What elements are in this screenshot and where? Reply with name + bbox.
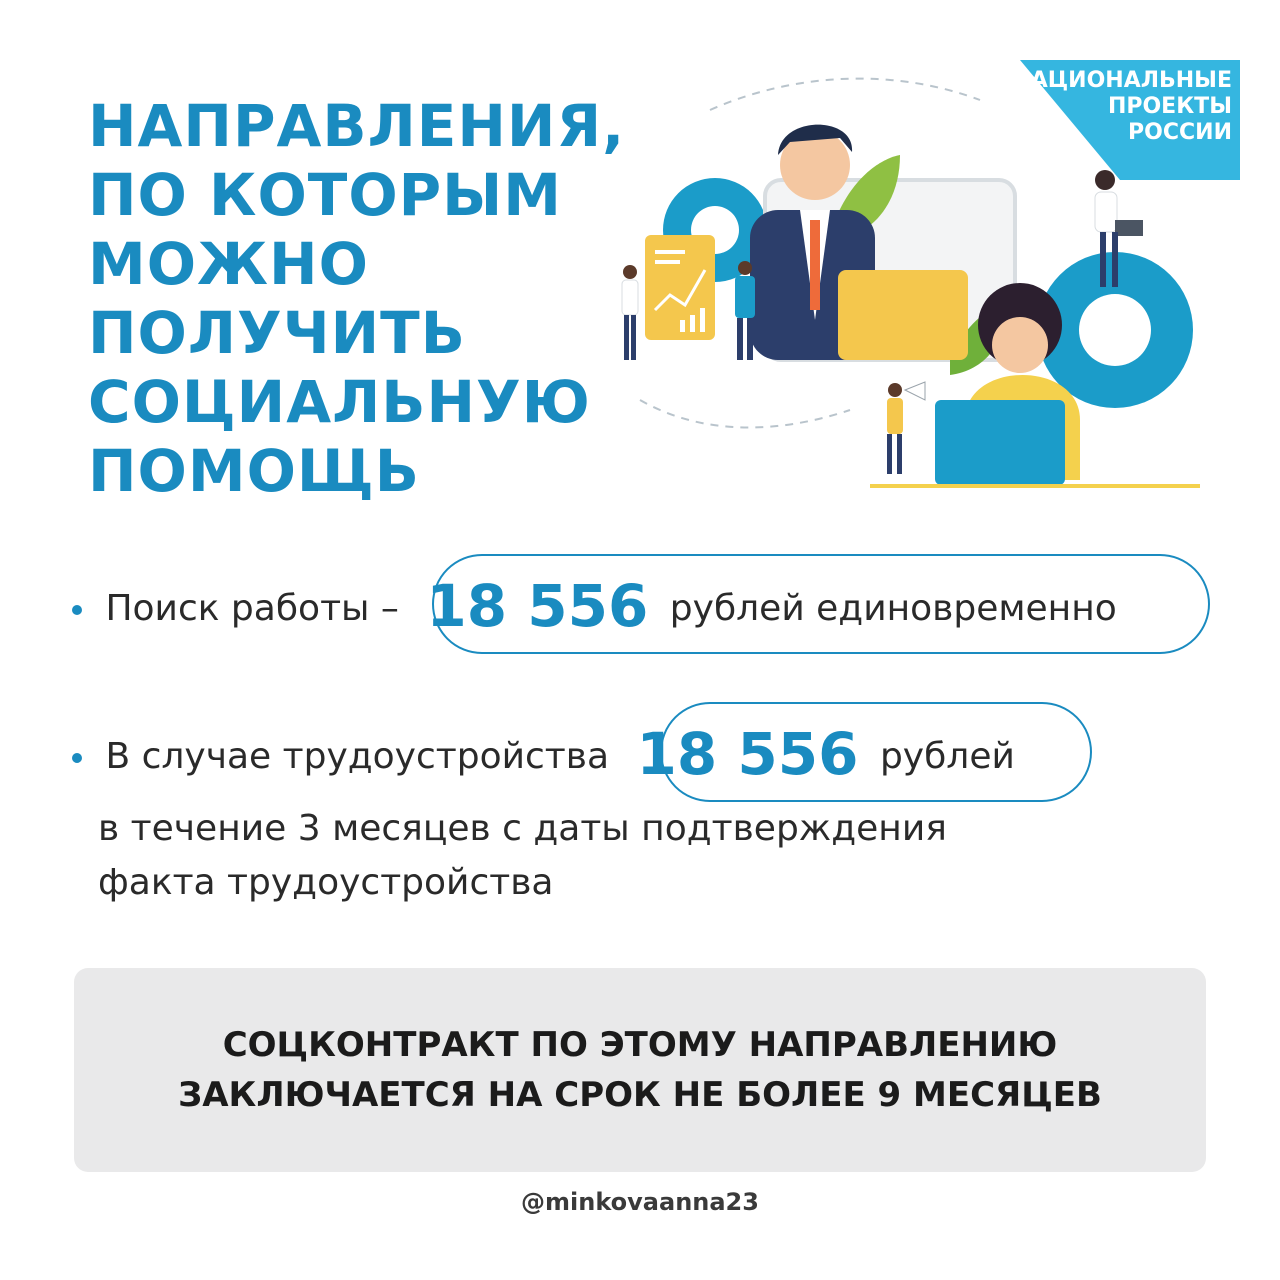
contract-term-note [74,968,1206,1172]
title-line: СОЦИАЛЬНУЮ [88,368,591,436]
title-line: ПОМОЩЬ [88,437,420,505]
bullet-suffix: рублей [879,736,1015,777]
logo-line: НАЦИОНАЛЬНЫЕ [1012,68,1232,93]
national-projects-logo [1012,68,1232,146]
title-line: МОЖНО [88,230,369,298]
bullet-prefix: Поиск работы – [105,588,399,629]
title-line: ПО КОТОРЫМ [88,161,562,229]
page-title [88,92,625,506]
bullet-amount: 18 556 [426,572,649,640]
laptop-icon [838,270,968,360]
bullet-dot [72,753,82,763]
presenter-figure [622,265,638,360]
title-line: ПОЛУЧИТЬ [88,299,466,367]
bullet-continuation: факта трудоустройства [98,862,554,903]
bullet-continuation: в течение 3 месяцев с даты подтверждения [98,808,947,849]
laptop-icon [935,400,1065,485]
chart-board [645,235,715,340]
bullet-suffix: рублей единовременно [669,588,1117,629]
logo-line: РОССИИ [1128,120,1232,145]
megaphone-figure [887,382,925,474]
bullet-amount: 18 556 [636,720,859,788]
bullet-dot [72,605,82,615]
bullet-job-search [72,572,1117,640]
note-line: СОЦКОНТРАКТ ПО ЭТОМУ НАПРАВЛЕНИЮ [222,1025,1058,1065]
logo-line: ПРОЕКТЫ [1107,94,1232,119]
bullet-prefix: В случае трудоустройства [105,736,610,777]
author-handle: @minkovaanna23 [521,1188,759,1216]
title-line: НАПРАВЛЕНИЯ, [88,92,626,160]
note-line: ЗАКЛЮЧАЕТСЯ НА СРОК НЕ БОЛЕЕ 9 МЕСЯЦЕВ [178,1075,1102,1115]
bullet-employment [72,720,1015,788]
